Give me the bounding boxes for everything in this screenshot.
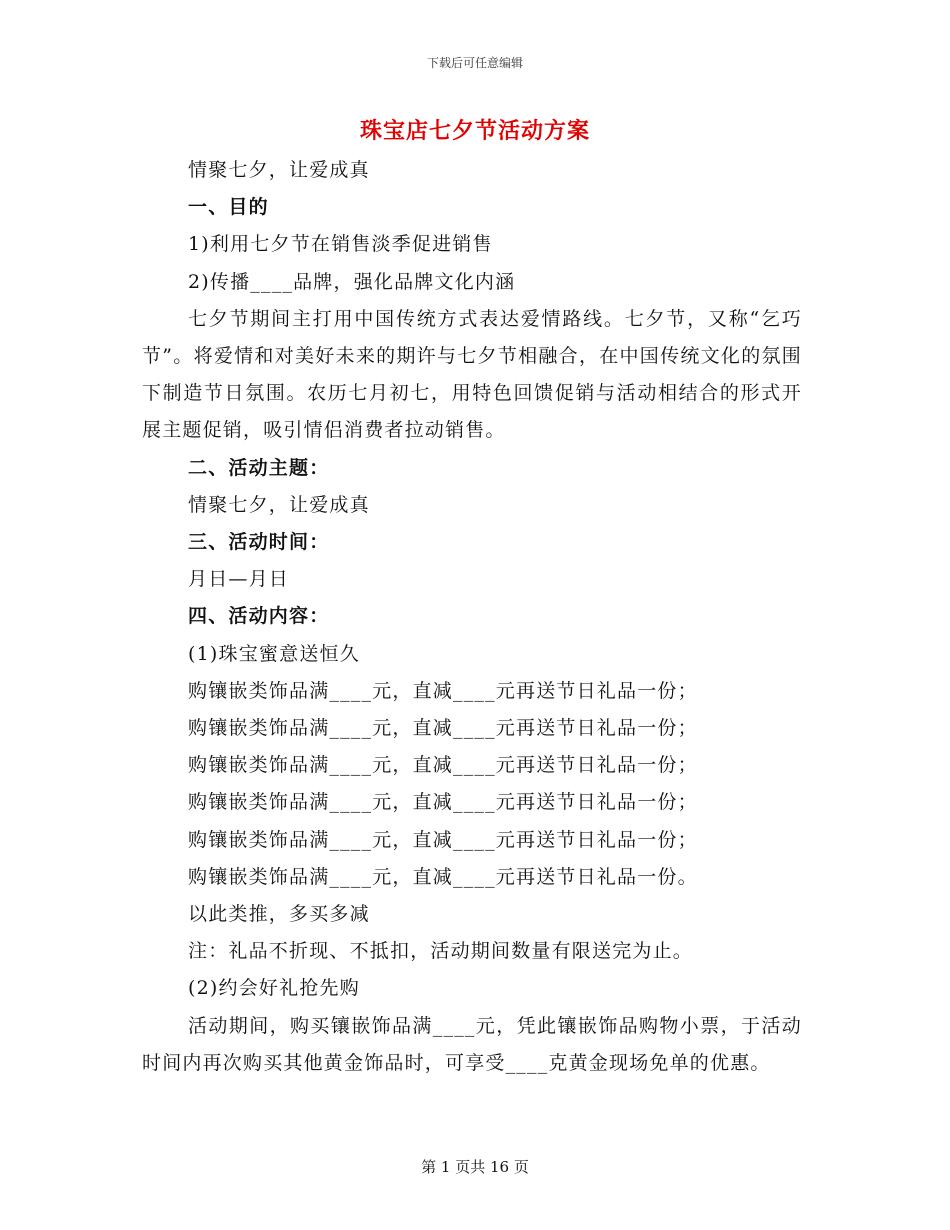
list-item: 购镶嵌类饰品满____元，直减____元再送节日礼品一份； — [188, 679, 698, 702]
paragraph: 2)传播____品牌，强化品牌文化内涵 — [188, 270, 516, 293]
subsection-heading: (2)约会好礼抢先购 — [188, 977, 360, 1000]
list-item: 购镶嵌类饰品满____元，直减____元再送节日礼品一份； — [188, 791, 698, 814]
page-footer: 第 1 页共 16 页 — [421, 1158, 529, 1176]
page-header: 下载后可任意编辑 — [426, 56, 523, 70]
section-heading: 三、活动时间： — [188, 531, 330, 554]
paragraph: 活动期间，购买镶嵌饰品满____元，凭此镶嵌饰品购物小票，于活动时间内再次购买其他黄金饰品时，可享受____克黄金现场免单的优惠。 — [142, 1014, 802, 1074]
paragraph: 1)利用七夕节在销售淡季促进销售 — [188, 233, 493, 256]
subsection-heading: (1)珠宝蜜意送恒久 — [188, 642, 360, 665]
paragraph: 情聚七夕，让爱成真 — [188, 159, 370, 181]
section-heading: 一、目的 — [188, 196, 269, 219]
list-item: 购镶嵌类饰品满____元，直减____元再送节日礼品一份。 — [188, 865, 698, 888]
document-body — [142, 152, 802, 1082]
list-item: 购镶嵌类饰品满____元，直减____元再送节日礼品一份； — [188, 828, 698, 851]
paragraph: 月日—月日 — [188, 568, 290, 591]
section-heading: 四、活动内容： — [188, 605, 330, 628]
paragraph: 情聚七夕，让爱成真 — [188, 493, 370, 516]
section-heading: 二、活动主题： — [188, 456, 330, 479]
list-item: 购镶嵌类饰品满____元，直减____元再送节日礼品一份； — [188, 754, 698, 777]
paragraph: 以此类推，多买多减 — [188, 903, 370, 926]
paragraph: 七夕节期间主打用中国传统方式表达爱情路线。七夕节，又称“乞巧节”。将爱情和对美好未来的期许与七夕节相融合，在中国传统文化的氛围下制造节日氛围。农历七月初七，用特色回馈促销与活动相结合的形式开展主题促销，吸引情侣消费者拉动销售。 — [142, 307, 802, 442]
list-item: 购镶嵌类饰品满____元，直减____元再送节日礼品一份； — [188, 717, 698, 740]
document-title: 珠宝店七夕节活动方案 — [359, 118, 590, 144]
note: 注：礼品不折现、不抵扣，活动期间数量有限送完为止。 — [188, 940, 694, 963]
